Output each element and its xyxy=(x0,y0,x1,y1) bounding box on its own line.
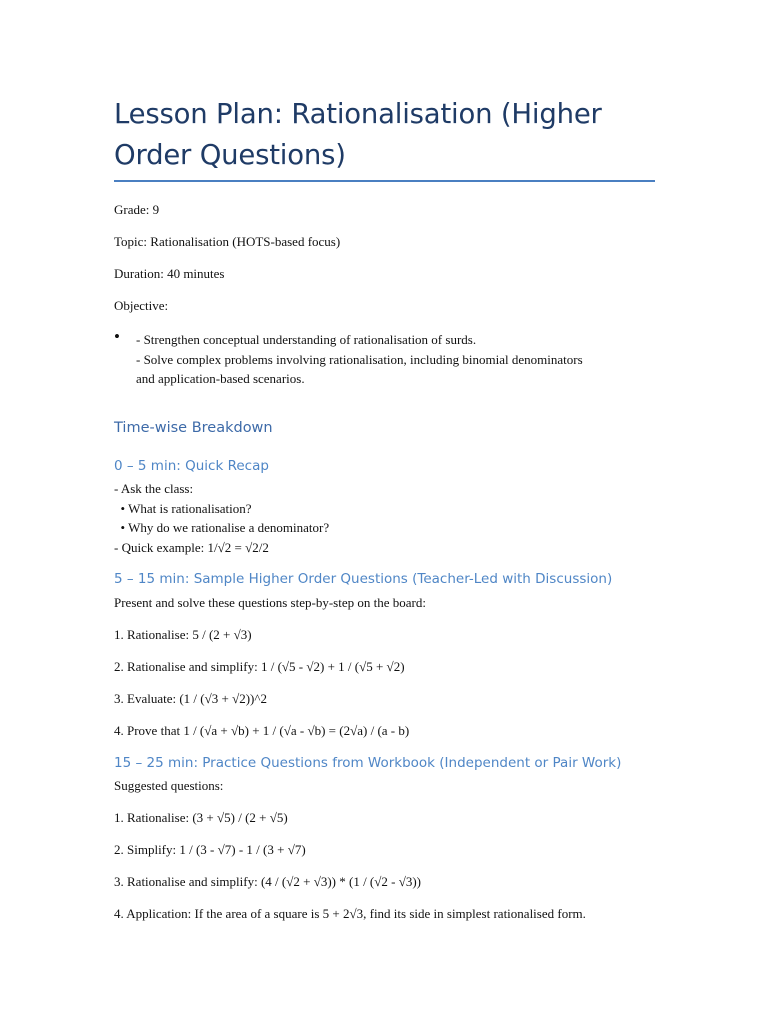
list-item: - Ask the class: xyxy=(114,481,194,496)
duration-text: Duration: 40 minutes xyxy=(114,266,225,281)
breakdown-heading: Time-wise Breakdown xyxy=(114,420,273,436)
objective-line: and application-based scenarios. xyxy=(136,371,305,386)
objective-line: - Strengthen conceptual understanding of rationalisation of surds. xyxy=(136,332,477,347)
question-item: 4. Application: If the area of a square is 5 + 2√3, find its side in simplest rationalised form. xyxy=(114,906,586,921)
title-divider xyxy=(114,180,655,182)
objective-line: - Solve complex problems involving rationalisation, including binomial denominators xyxy=(136,351,583,367)
question-item: 4. Prove that 1 / (√a + √b) + 1 / (√a - √b) = (2√a) / (a - b) xyxy=(114,723,410,738)
question-item: 3. Rationalise and simplify: (4 / (√2 + √3)) * (1 / (√2 - √3)) xyxy=(114,874,422,889)
list-item: • Why do we rationalise a denominator? xyxy=(114,520,330,535)
bullet-icon: • xyxy=(114,327,120,346)
list-item: - Quick example: 1/√2 = √2/2 xyxy=(114,539,269,555)
question-item: 1. Rationalise: 5 / (2 + √3) xyxy=(114,627,252,642)
question-item: 2. Simplify: 1 / (3 - √7) - 1 / (3 + √7) xyxy=(114,842,306,857)
section-heading: 15 – 25 min: Practice Questions from Workbook (Independent or Pair Work) xyxy=(114,755,622,771)
section-intro: Present and solve these questions step-by-step on the board: xyxy=(114,595,426,610)
grade-text: Grade: 9 xyxy=(114,202,160,217)
section-heading: 5 – 15 min: Sample Higher Order Questions (Teacher-Led with Discussion) xyxy=(114,571,613,587)
section-heading: 0 – 5 min: Quick Recap xyxy=(114,458,269,474)
objective-bullet-text xyxy=(136,330,656,389)
objective-label: Objective: xyxy=(114,298,169,313)
page-title: Lesson Plan: Rationalisation (Higher Order Questions) xyxy=(114,98,602,171)
list-item: • What is rationalisation? xyxy=(114,500,252,516)
section-intro: Suggested questions: xyxy=(114,778,224,793)
topic-text: Topic: Rationalisation (HOTS-based focus) xyxy=(114,234,341,249)
recap-lines xyxy=(114,479,329,557)
question-item: 3. Evaluate: (1 / (√3 + √2))^2 xyxy=(114,691,267,706)
question-item: 2. Rationalise and simplify: 1 / (√5 - √2) + 1 / (√5 + √2) xyxy=(114,659,405,674)
question-item: 1. Rationalise: (3 + √5) / (2 + √5) xyxy=(114,810,288,825)
